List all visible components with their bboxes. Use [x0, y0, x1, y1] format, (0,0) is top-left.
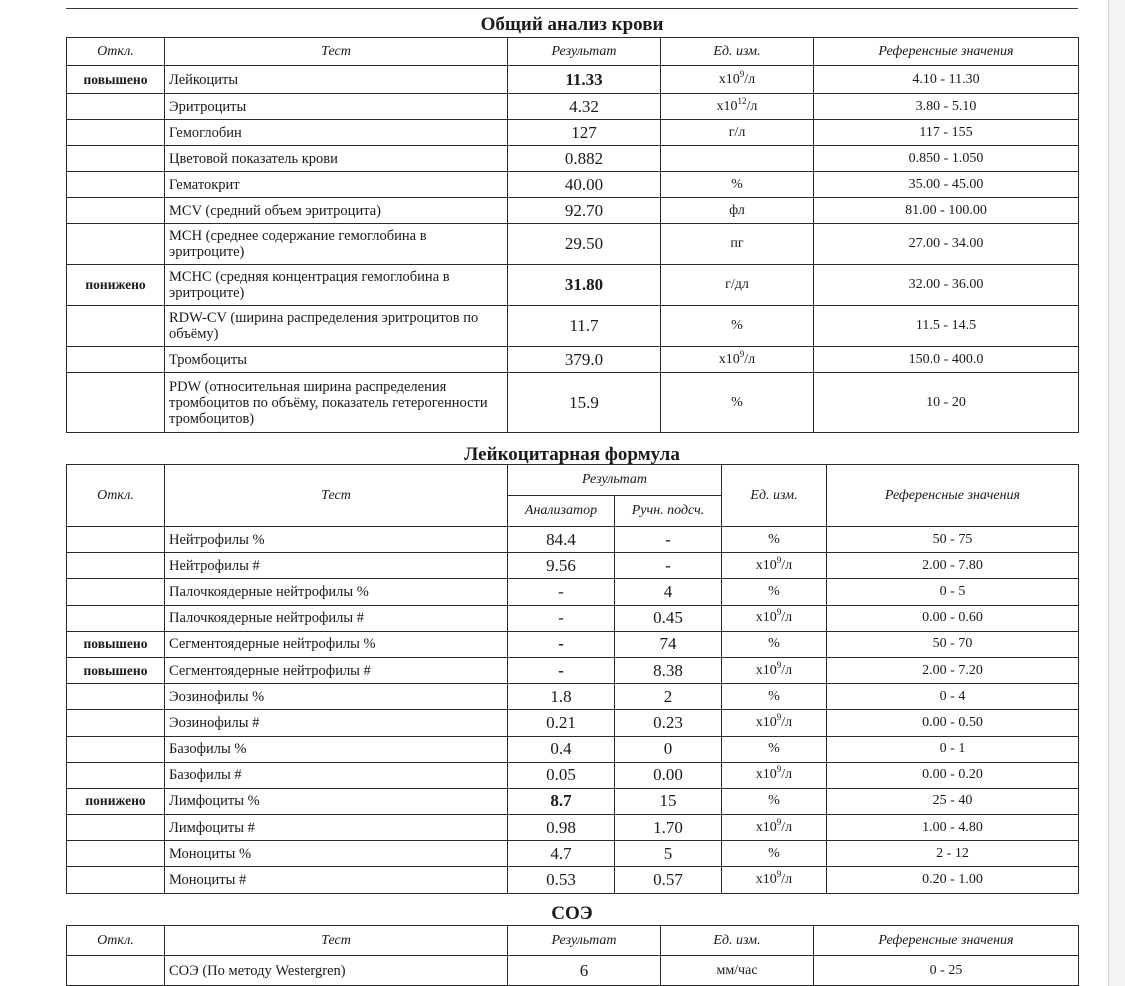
- result-value: 11.7: [508, 306, 661, 347]
- deviation-flag: [67, 867, 165, 893]
- table-row: [67, 66, 1079, 94]
- table-row: [67, 956, 1079, 986]
- unit-cell: [661, 66, 814, 94]
- deviation-flag: [67, 347, 165, 373]
- reference-range: 1.00 - 4.80: [827, 815, 1079, 841]
- table-row: [67, 306, 1079, 347]
- unit-cell: [722, 867, 827, 893]
- test-name: MCV (средний объем эритроцита): [165, 198, 508, 224]
- esr-header-result: Результат: [508, 926, 661, 956]
- cbc-header-result: Результат: [508, 38, 661, 66]
- analyzer-value: 9.56: [508, 553, 615, 579]
- manual-count-value: 4: [615, 579, 722, 605]
- wbc-title: Лейкоцитарная формула: [464, 444, 680, 465]
- unit-text: %: [768, 793, 780, 809]
- manual-count-value: 1.70: [615, 815, 722, 841]
- manual-count-value: 5: [615, 841, 722, 867]
- test-name: Эозинофилы %: [165, 684, 508, 710]
- manual-count-value: -: [615, 527, 722, 553]
- unit-cell: [722, 579, 827, 605]
- unit-cell: [722, 762, 827, 788]
- unit-suffix: /л: [744, 351, 756, 367]
- reference-range: 11.5 - 14.5: [814, 306, 1079, 347]
- wbc-header-test: Тест: [165, 465, 508, 527]
- table-row: [67, 347, 1079, 373]
- reference-range: 0 - 25: [814, 956, 1079, 986]
- reference-range: 27.00 - 34.00: [814, 224, 1079, 265]
- reference-range: 0.00 - 0.50: [827, 710, 1079, 736]
- test-name: Сегментоядерные нейтрофилы #: [165, 657, 508, 683]
- reference-range: 0 - 4: [827, 684, 1079, 710]
- test-name: Гематокрит: [165, 172, 508, 198]
- analyzer-value: 84.4: [508, 527, 615, 553]
- unit-exponent: 9: [739, 348, 745, 359]
- table-row: [67, 710, 1079, 736]
- manual-count-value: 2: [615, 684, 722, 710]
- unit-text: %: [768, 636, 780, 652]
- analyzer-value: -: [508, 605, 615, 631]
- unit-cell: [722, 710, 827, 736]
- table-row: [67, 94, 1079, 120]
- deviation-flag: [67, 956, 165, 986]
- unit-exponent: 9: [776, 607, 782, 618]
- wbc-header-analyzer: Анализатор: [508, 496, 615, 527]
- test-name: Гемоглобин: [165, 120, 508, 146]
- unit-cell: [722, 684, 827, 710]
- test-name: Тромбоциты: [165, 347, 508, 373]
- deviation-flag: [67, 527, 165, 553]
- unit-exponent: 9: [776, 764, 782, 775]
- esr-header-ref: Референсные значения: [814, 926, 1079, 956]
- test-name: Нейтрофилы %: [165, 527, 508, 553]
- esr-header-flag: Откл.: [67, 926, 165, 956]
- result-value: 92.70: [508, 198, 661, 224]
- manual-count-value: 0.00: [615, 762, 722, 788]
- deviation-flag: повышено: [67, 657, 165, 683]
- unit-exponent: 9: [739, 68, 745, 79]
- deviation-flag: повышено: [67, 631, 165, 657]
- cbc-header-flag: Откл.: [67, 38, 165, 66]
- result-value: 6: [508, 956, 661, 986]
- deviation-flag: понижено: [67, 788, 165, 814]
- result-value: 4.32: [508, 94, 661, 120]
- cbc-header-unit: Ед. изм.: [661, 38, 814, 66]
- test-name: СОЭ (По методу Westergren): [165, 956, 508, 986]
- analyzer-value: 0.21: [508, 710, 615, 736]
- reference-range: 50 - 75: [827, 527, 1079, 553]
- reference-range: 150.0 - 400.0: [814, 347, 1079, 373]
- table-row: [67, 553, 1079, 579]
- test-name: МСН (среднее содержание гемоглобина в эритроците): [165, 224, 508, 265]
- deviation-flag: повышено: [67, 66, 165, 94]
- table-row: [67, 762, 1079, 788]
- test-name: МСНС (средняя концентрация гемоглобина в эритроците): [165, 265, 508, 306]
- unit-text: г/дл: [725, 277, 749, 292]
- result-value: 31.80: [508, 265, 661, 306]
- wbc-header-manual: Ручн. подсч.: [615, 496, 722, 527]
- manual-count-value: 0.23: [615, 710, 722, 736]
- deviation-flag: [67, 198, 165, 224]
- table-row: [67, 265, 1079, 306]
- unit-text: x10: [716, 98, 738, 114]
- reference-range: 81.00 - 100.00: [814, 198, 1079, 224]
- unit-cell: [661, 373, 814, 433]
- test-name: Палочкоядерные нейтрофилы #: [165, 605, 508, 631]
- test-name: Базофилы %: [165, 736, 508, 762]
- result-value: 15.9: [508, 373, 661, 433]
- table-row: [67, 657, 1079, 683]
- reference-range: 4.10 - 11.30: [814, 66, 1079, 94]
- unit-cell: [661, 172, 814, 198]
- unit-text: x10: [755, 714, 777, 730]
- unit-text: г/л: [728, 124, 746, 140]
- esr-header-unit: Ед. изм.: [661, 926, 814, 956]
- analyzer-value: 8.7: [508, 788, 615, 814]
- manual-count-value: 0.45: [615, 605, 722, 631]
- deviation-flag: [67, 373, 165, 433]
- cbc-header-ref: Референсные значения: [814, 38, 1079, 66]
- table-row: [67, 815, 1079, 841]
- reference-range: 0.00 - 0.20: [827, 762, 1079, 788]
- manual-count-value: 0.57: [615, 867, 722, 893]
- unit-cell: [722, 605, 827, 631]
- unit-cell: [722, 736, 827, 762]
- reference-range: 10 - 20: [814, 373, 1079, 433]
- deviation-flag: [67, 684, 165, 710]
- unit-exponent: 12: [737, 95, 747, 106]
- test-name: Лимфоциты %: [165, 788, 508, 814]
- test-name: PDW (относительная ширина распределения тромбоцитов по объёму, показатель гетерогенности тромбоцитов): [165, 373, 508, 433]
- unit-text: x10: [755, 872, 777, 888]
- manual-count-value: 8.38: [615, 657, 722, 683]
- result-value: 11.33: [508, 66, 661, 94]
- manual-count-value: -: [615, 553, 722, 579]
- unit-text: x10: [755, 819, 777, 835]
- test-name: Моноциты %: [165, 841, 508, 867]
- test-name: Палочкоядерные нейтрофилы %: [165, 579, 508, 605]
- deviation-flag: понижено: [67, 265, 165, 306]
- unit-suffix: /л: [746, 98, 758, 114]
- reference-range: 2.00 - 7.80: [827, 553, 1079, 579]
- wbc-header-unit: Ед. изм.: [722, 465, 827, 527]
- table-row: [67, 605, 1079, 631]
- unit-cell: [661, 224, 814, 265]
- analyzer-value: 1.8: [508, 684, 615, 710]
- result-value: 379.0: [508, 347, 661, 373]
- analyzer-value: 0.4: [508, 736, 615, 762]
- table-row: [67, 120, 1079, 146]
- result-value: 40.00: [508, 172, 661, 198]
- unit-exponent: 9: [776, 816, 782, 827]
- reference-range: 32.00 - 36.00: [814, 265, 1079, 306]
- unit-suffix: /л: [781, 557, 793, 573]
- deviation-flag: [67, 736, 165, 762]
- analyzer-value: 0.53: [508, 867, 615, 893]
- wbc-header-ref: Референсные значения: [827, 465, 1079, 527]
- unit-text: %: [768, 845, 780, 861]
- unit-text: x10: [755, 767, 777, 783]
- deviation-flag: [67, 815, 165, 841]
- manual-count-value: 0: [615, 736, 722, 762]
- unit-suffix: /л: [781, 872, 793, 888]
- unit-text: x10: [755, 610, 777, 626]
- unit-text: x10: [718, 351, 740, 367]
- unit-text: мм/час: [716, 962, 758, 978]
- table-row: [67, 224, 1079, 265]
- manual-count-value: 15: [615, 788, 722, 814]
- unit-cell: [722, 841, 827, 867]
- table-row: [67, 867, 1079, 893]
- unit-suffix: /л: [781, 610, 793, 626]
- unit-cell: [661, 146, 814, 172]
- test-name: RDW-CV (ширина распределения эритроцитов по объёму): [165, 306, 508, 347]
- esr-table: [66, 925, 1079, 986]
- unit-cell: [661, 94, 814, 120]
- deviation-flag: [67, 224, 165, 265]
- analyzer-value: -: [508, 657, 615, 683]
- reference-range: 2.00 - 7.20: [827, 657, 1079, 683]
- table-row: [67, 736, 1079, 762]
- test-name: Эритроциты: [165, 94, 508, 120]
- test-name: Моноциты #: [165, 867, 508, 893]
- unit-suffix: /л: [781, 662, 793, 678]
- deviation-flag: [67, 120, 165, 146]
- unit-cell: [661, 347, 814, 373]
- reference-range: 117 - 155: [814, 120, 1079, 146]
- unit-cell: [661, 198, 814, 224]
- analyzer-value: 0.98: [508, 815, 615, 841]
- table-row: [67, 579, 1079, 605]
- unit-cell: [661, 306, 814, 347]
- reference-range: 0 - 5: [827, 579, 1079, 605]
- unit-exponent: 9: [776, 869, 782, 880]
- top-rule: [66, 8, 1078, 9]
- reference-range: 0.850 - 1.050: [814, 146, 1079, 172]
- esr-title: СОЭ: [551, 903, 593, 924]
- unit-suffix: /л: [781, 767, 793, 783]
- wbc-header-flag: Откл.: [67, 465, 165, 527]
- unit-text: %: [768, 531, 780, 547]
- reference-range: 35.00 - 45.00: [814, 172, 1079, 198]
- cbc-header-test: Тест: [165, 38, 508, 66]
- result-value: 29.50: [508, 224, 661, 265]
- test-name: Базофилы #: [165, 762, 508, 788]
- deviation-flag: [67, 94, 165, 120]
- unit-text: фл: [729, 202, 745, 218]
- manual-count-value: 74: [615, 631, 722, 657]
- unit-cell: [722, 631, 827, 657]
- unit-text: %: [768, 741, 780, 757]
- test-name: Нейтрофилы #: [165, 553, 508, 579]
- table-row: [67, 198, 1079, 224]
- analyzer-value: 4.7: [508, 841, 615, 867]
- table-row: [67, 527, 1079, 553]
- unit-cell: [722, 788, 827, 814]
- unit-text: %: [768, 583, 780, 599]
- table-row: [67, 631, 1079, 657]
- unit-cell: [722, 815, 827, 841]
- reference-range: 0.20 - 1.00: [827, 867, 1079, 893]
- result-value: 0.882: [508, 146, 661, 172]
- unit-exponent: 9: [776, 659, 782, 670]
- deviation-flag: [67, 553, 165, 579]
- deviation-flag: [67, 579, 165, 605]
- reference-range: 0 - 1: [827, 736, 1079, 762]
- reference-range: 3.80 - 5.10: [814, 94, 1079, 120]
- unit-suffix: /л: [781, 714, 793, 730]
- test-name: Лейкоциты: [165, 66, 508, 94]
- unit-cell: [722, 527, 827, 553]
- unit-text: x10: [755, 662, 777, 678]
- unit-suffix: /л: [744, 71, 756, 87]
- deviation-flag: [67, 605, 165, 631]
- reference-range: 0.00 - 0.60: [827, 605, 1079, 631]
- unit-cell: [722, 657, 827, 683]
- unit-cell: [722, 553, 827, 579]
- deviation-flag: [67, 841, 165, 867]
- unit-cell: [661, 120, 814, 146]
- unit-text: %: [731, 394, 743, 410]
- result-value: 127: [508, 120, 661, 146]
- deviation-flag: [67, 146, 165, 172]
- unit-cell: [661, 265, 814, 306]
- analyzer-value: -: [508, 631, 615, 657]
- unit-text: x10: [755, 557, 777, 573]
- table-row: [67, 684, 1079, 710]
- reference-range: 2 - 12: [827, 841, 1079, 867]
- analyzer-value: -: [508, 579, 615, 605]
- unit-text: %: [731, 318, 743, 333]
- cbc-table: [66, 37, 1079, 433]
- unit-exponent: 9: [776, 711, 782, 722]
- test-name: Цветовой показатель крови: [165, 146, 508, 172]
- deviation-flag: [67, 710, 165, 736]
- table-row: [67, 373, 1079, 433]
- unit-text: пг: [730, 236, 744, 251]
- table-row: [67, 172, 1079, 198]
- reference-range: 50 - 70: [827, 631, 1079, 657]
- unit-text: %: [731, 176, 743, 192]
- unit-suffix: /л: [781, 819, 793, 835]
- table-row: [67, 146, 1079, 172]
- unit-text: %: [768, 688, 780, 704]
- reference-range: 25 - 40: [827, 788, 1079, 814]
- table-row: [67, 788, 1079, 814]
- wbc-table: [66, 464, 1079, 894]
- test-name: Сегментоядерные нейтрофилы %: [165, 631, 508, 657]
- deviation-flag: [67, 762, 165, 788]
- table-row: [67, 841, 1079, 867]
- unit-cell: [661, 956, 814, 986]
- analyzer-value: 0.05: [508, 762, 615, 788]
- unit-text: x10: [718, 71, 740, 87]
- test-name: Эозинофилы #: [165, 710, 508, 736]
- esr-header-test: Тест: [165, 926, 508, 956]
- deviation-flag: [67, 172, 165, 198]
- unit-exponent: 9: [776, 554, 782, 565]
- cbc-title: Общий анализ крови: [480, 14, 664, 35]
- wbc-header-result: Результат: [508, 465, 722, 496]
- deviation-flag: [67, 306, 165, 347]
- test-name: Лимфоциты #: [165, 815, 508, 841]
